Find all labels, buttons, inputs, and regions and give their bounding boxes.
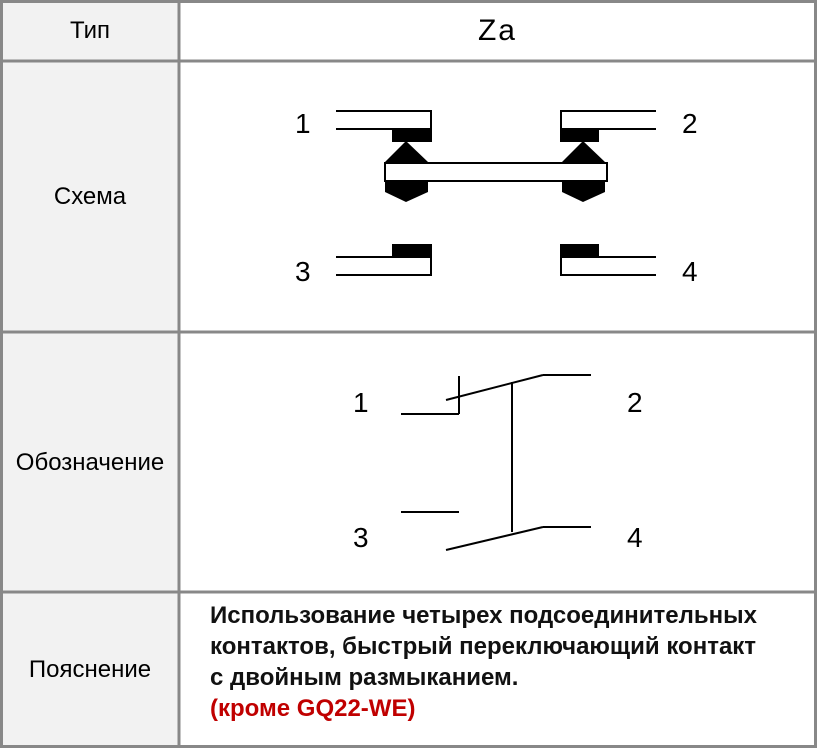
explanation-line-3: с двойным размыканием. bbox=[210, 664, 519, 691]
symbol-terminal-1-label: 1 bbox=[353, 387, 369, 418]
symbol-terminal-2-label: 2 bbox=[627, 387, 643, 418]
row-label-type: Тип bbox=[69, 17, 110, 44]
row-label-schema: Схема bbox=[53, 183, 127, 210]
explanation-text bbox=[210, 600, 800, 724]
schema-terminal-3-label: 3 bbox=[295, 256, 311, 287]
schema-terminal-2-label: 2 bbox=[682, 108, 698, 139]
symbol-terminal-4-label: 4 bbox=[627, 522, 643, 553]
explanation-line-2: контактов, быстрый переключающий контакт bbox=[210, 633, 757, 660]
row-label-explanation: Пояснение bbox=[28, 655, 152, 683]
explanation-exception-note: (кроме GQ22-WE) bbox=[210, 695, 416, 722]
type-value: Za bbox=[477, 14, 517, 47]
schema-terminal-4-label: 4 bbox=[682, 256, 698, 287]
schema-terminal-1-label: 1 bbox=[295, 108, 311, 139]
row-label-designation: Обозначение bbox=[15, 448, 165, 476]
symbol-terminal-3-label: 3 bbox=[353, 522, 369, 553]
explanation-line-1: Использование четырех подсоединительных bbox=[210, 602, 757, 629]
